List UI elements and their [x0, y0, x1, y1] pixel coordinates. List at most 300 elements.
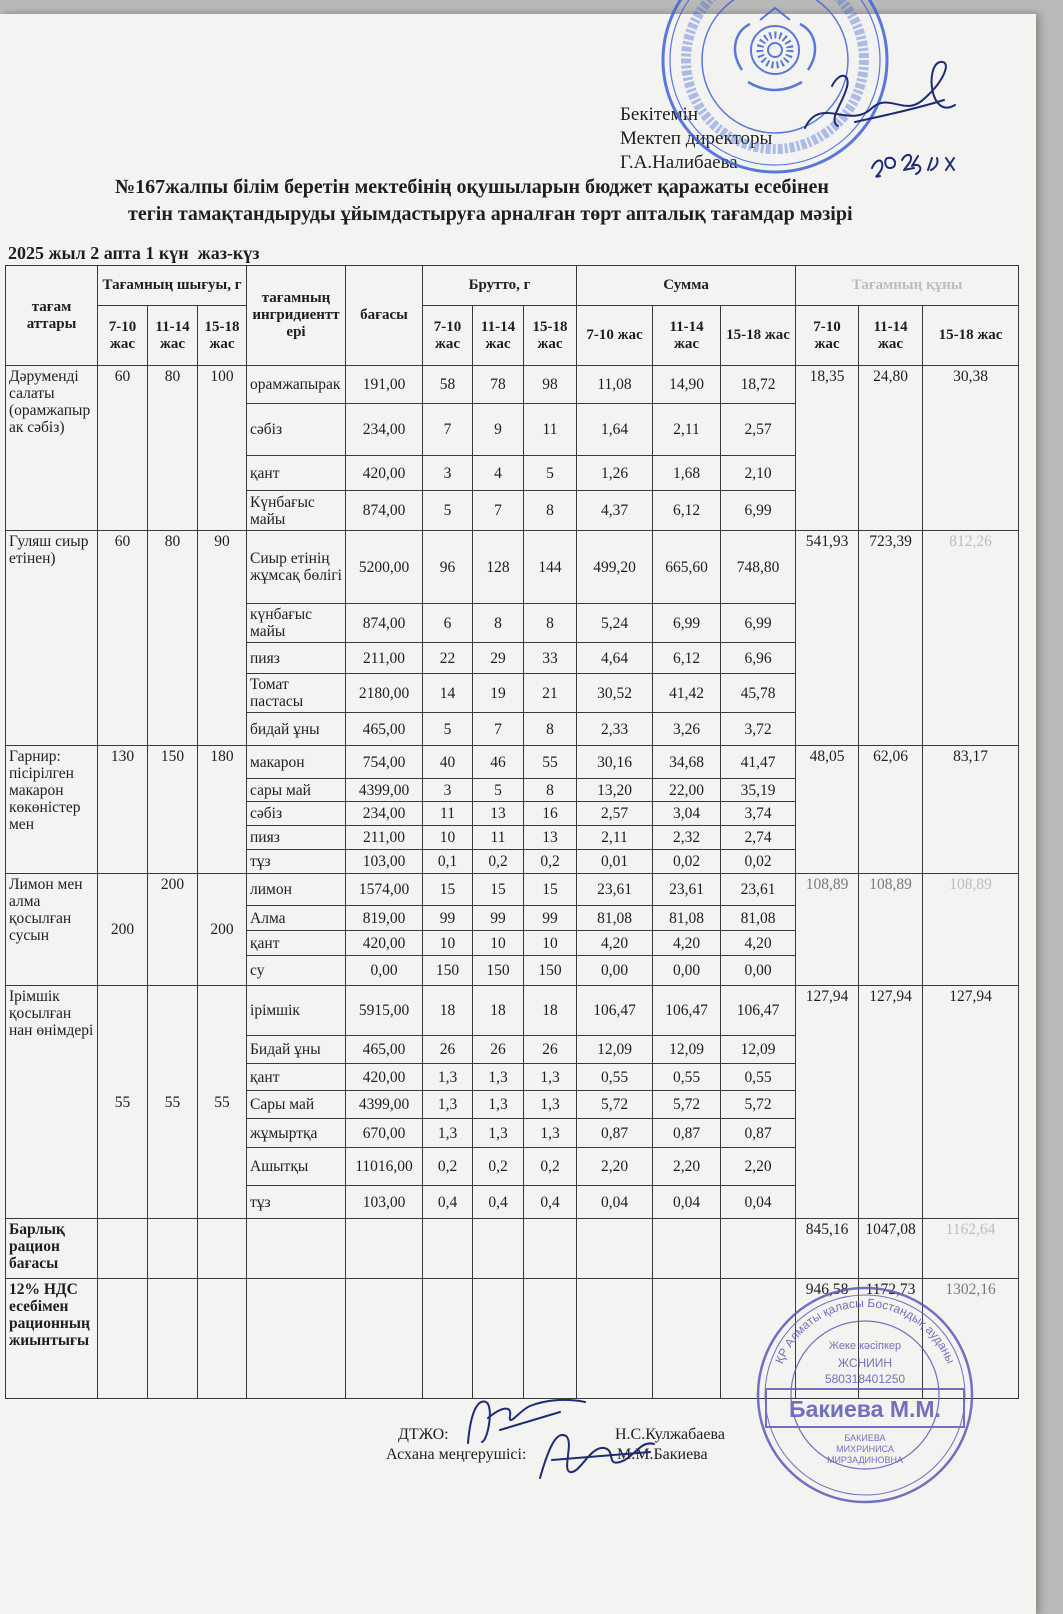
ingredient-sum: 5,72 [653, 1091, 721, 1119]
ingredient-brutto: 11 [473, 826, 524, 850]
header-price: бағасы [346, 266, 423, 366]
header-output: Тағамның шығуы, г [98, 266, 247, 306]
ingredient-price: 234,00 [346, 404, 423, 456]
ingredient-name: бидай ұны [247, 713, 346, 746]
total-row [6, 1279, 1019, 1399]
ingredient-sum: 81,08 [577, 906, 653, 931]
empty-cell [653, 1279, 721, 1399]
header-age-group: 11-14 жас [859, 306, 923, 366]
header-age-group: 15-18 жас [923, 306, 1019, 366]
empty-cell [524, 1219, 577, 1279]
signature-name-canteen-head: М.М.Бакиева [617, 1446, 708, 1463]
ingredient-sum: 30,16 [577, 746, 653, 779]
signature-role-canteen-head: Асхана меңгерушісі: [386, 1446, 527, 1463]
header-age-group: 11-14 жас [473, 306, 524, 366]
total-cost: 1172,73 [859, 1279, 923, 1399]
ingredient-price: 4399,00 [346, 1091, 423, 1119]
dish-cost: 108,89 [923, 874, 1019, 986]
ingredient-sum: 11,08 [577, 366, 653, 404]
ingredient-sum: 30,52 [577, 674, 653, 713]
ingredient-brutto: 15 [423, 874, 473, 906]
ingredient-price: 874,00 [346, 491, 423, 531]
empty-cell [346, 1279, 423, 1399]
header-sum: Сумма [577, 266, 796, 306]
stamp-iin-label: ЖСНИИН [837, 1356, 893, 1370]
ingredient-price: 465,00 [346, 1036, 423, 1064]
header-age-group: 7-10 жас [98, 306, 148, 366]
dish-output: 90 [198, 531, 247, 746]
ingredient-sum: 0,02 [653, 850, 721, 874]
ingredient-sum: 0,55 [721, 1064, 796, 1091]
ingredient-sum: 0,04 [577, 1186, 653, 1219]
ingredient-brutto: 0,2 [473, 850, 524, 874]
ingredient-sum: 34,68 [653, 746, 721, 779]
ingredient-name: Бидай ұны [247, 1036, 346, 1064]
ingredient-brutto: 15 [524, 874, 577, 906]
ingredient-sum: 499,20 [577, 531, 653, 604]
dish-cost: 24,80 [859, 366, 923, 531]
ingredient-sum: 2,11 [653, 404, 721, 456]
ingredient-brutto: 0,2 [524, 850, 577, 874]
stamp-patronymic: МИРЗАДИНОВНА [826, 1455, 904, 1465]
approval-block [620, 103, 772, 175]
ingredient-price: 103,00 [346, 1186, 423, 1219]
ingredient-sum: 4,37 [577, 491, 653, 531]
ingredient-sum: 0,01 [577, 850, 653, 874]
ingredient-sum: 0,02 [721, 850, 796, 874]
ingredient-price: 670,00 [346, 1119, 423, 1148]
header-age-group: 11-14 жас [653, 306, 721, 366]
empty-cell [423, 1219, 473, 1279]
empty-cell [653, 1219, 721, 1279]
ingredient-sum: 106,47 [653, 986, 721, 1036]
ingredient-brutto: 14 [423, 674, 473, 713]
ingredient-name: су [247, 956, 346, 986]
ingredient-name: Ашытқы [247, 1148, 346, 1186]
ingredient-brutto: 1,3 [423, 1091, 473, 1119]
ingredient-brutto: 18 [524, 986, 577, 1036]
ingredient-price: 1574,00 [346, 874, 423, 906]
ingredient-name: қант [247, 931, 346, 956]
ingredient-brutto: 0,2 [423, 1148, 473, 1186]
ingredient-sum: 2,74 [721, 826, 796, 850]
ingredient-brutto: 10 [473, 931, 524, 956]
ingredient-sum: 6,12 [653, 491, 721, 531]
total-label: Барлық рацион бағасы [6, 1219, 98, 1279]
header-age-group: 15-18 жас [524, 306, 577, 366]
ingredient-brutto: 21 [524, 674, 577, 713]
ingredient-brutto: 1,3 [423, 1119, 473, 1148]
empty-cell [148, 1219, 198, 1279]
ingredient-brutto: 150 [524, 956, 577, 986]
empty-cell [247, 1219, 346, 1279]
dish-cost: 541,93 [796, 531, 859, 746]
approval-title: Бекітемін [620, 104, 699, 125]
ingredient-brutto: 58 [423, 366, 473, 404]
ingredient-sum: 0,87 [721, 1119, 796, 1148]
ingredient-sum: 6,96 [721, 643, 796, 674]
ingredient-brutto: 3 [423, 456, 473, 491]
dish-cost: 108,89 [859, 874, 923, 986]
ingredient-sum: 6,99 [653, 604, 721, 643]
empty-cell [577, 1279, 653, 1399]
dish-row [6, 746, 1019, 779]
empty-cell [473, 1279, 524, 1399]
document-title-line-1: №167жалпы білім беретін мектебінің оқушыларын бюджет қаражаты есебінен [115, 176, 829, 198]
empty-cell [98, 1279, 148, 1399]
empty-cell [721, 1279, 796, 1399]
ingredient-sum: 2,57 [577, 802, 653, 826]
ingredient-brutto: 10 [524, 931, 577, 956]
ingredient-brutto: 0,1 [423, 850, 473, 874]
ingredient-sum: 41,42 [653, 674, 721, 713]
menu-table [5, 265, 1019, 1399]
ingredient-sum: 1,26 [577, 456, 653, 491]
ingredient-sum: 6,99 [721, 604, 796, 643]
ingredient-sum: 2,20 [577, 1148, 653, 1186]
dish-cost: 83,17 [923, 746, 1019, 874]
ingredient-sum: 12,09 [577, 1036, 653, 1064]
dish-cost: 723,39 [859, 531, 923, 746]
dish-cost: 812,26 [923, 531, 1019, 746]
empty-cell [98, 1219, 148, 1279]
ingredient-brutto: 3 [423, 779, 473, 802]
ingredient-brutto: 128 [473, 531, 524, 604]
empty-cell [423, 1279, 473, 1399]
ingredient-brutto: 1,3 [524, 1119, 577, 1148]
ingredient-brutto: 18 [423, 986, 473, 1036]
ingredient-brutto: 0,4 [524, 1186, 577, 1219]
dish-output: 200 [98, 874, 148, 986]
empty-cell [247, 1279, 346, 1399]
ingredient-brutto: 10 [423, 826, 473, 850]
header-age-group: 15-18 жас [198, 306, 247, 366]
dish-cost: 48,05 [796, 746, 859, 874]
ingredient-sum: 1,68 [653, 456, 721, 491]
signature-name-dtzho: Н.С.Кулжабаева [615, 1426, 725, 1443]
ingredient-sum: 3,72 [721, 713, 796, 746]
ingredient-brutto: 5 [473, 779, 524, 802]
ingredient-sum: 2,32 [653, 826, 721, 850]
ingredient-sum: 2,33 [577, 713, 653, 746]
empty-cell [198, 1219, 247, 1279]
dish-cost: 127,94 [796, 986, 859, 1219]
ingredient-sum: 2,20 [721, 1148, 796, 1186]
ingredient-sum: 0,00 [577, 956, 653, 986]
ingredient-sum: 23,61 [721, 874, 796, 906]
ingredient-sum: 6,99 [721, 491, 796, 531]
ingredient-sum: 748,80 [721, 531, 796, 604]
ingredient-name: тұз [247, 850, 346, 874]
dish-cost: 18,35 [796, 366, 859, 531]
ingredient-sum: 4,20 [577, 931, 653, 956]
ingredient-sum: 106,47 [577, 986, 653, 1036]
ingredient-brutto: 150 [423, 956, 473, 986]
ingredient-brutto: 1,3 [423, 1064, 473, 1091]
ingredient-brutto: 5 [423, 491, 473, 531]
ingredient-sum: 4,20 [653, 931, 721, 956]
ingredient-brutto: 26 [423, 1036, 473, 1064]
ingredient-brutto: 8 [524, 713, 577, 746]
ingredient-sum: 0,55 [577, 1064, 653, 1091]
ingredient-brutto: 0,2 [524, 1148, 577, 1186]
ingredient-sum: 4,20 [721, 931, 796, 956]
ingredient-brutto: 1,3 [473, 1064, 524, 1091]
ingredient-sum: 4,64 [577, 643, 653, 674]
ingredient-brutto: 78 [473, 366, 524, 404]
ingredient-name: Алма [247, 906, 346, 931]
menu-date-line: 2025 жыл 2 апта 1 күн жаз-күз [8, 243, 260, 263]
ingredient-sum: 81,08 [721, 906, 796, 931]
ingredient-brutto: 99 [524, 906, 577, 931]
stamp-arc-textpath: ҚР Алматы қаласы Бостандық ауданы [772, 1295, 958, 1366]
ingredient-sum: 3,74 [721, 802, 796, 826]
ingredient-price: 234,00 [346, 802, 423, 826]
approval-name: Г.А.Налибаева [620, 152, 738, 173]
total-cost: 1162,64 [923, 1219, 1019, 1279]
ingredient-price: 4399,00 [346, 779, 423, 802]
ingredient-sum: 0,00 [653, 956, 721, 986]
ingredient-price: 420,00 [346, 1064, 423, 1091]
header-brutto: Брутто, г [423, 266, 577, 306]
stamp-type: Жеке кәсіпкер [828, 1340, 902, 1352]
header-age-group: 11-14 жас [148, 306, 198, 366]
ingredient-sum: 0,55 [653, 1064, 721, 1091]
header-age-group: 7-10 жас [796, 306, 859, 366]
ingredient-price: 465,00 [346, 713, 423, 746]
ingredient-brutto: 11 [524, 404, 577, 456]
empty-cell [473, 1219, 524, 1279]
ingredient-sum: 6,12 [653, 643, 721, 674]
ingredient-price: 191,00 [346, 366, 423, 404]
header-row [6, 266, 1019, 306]
ingredient-price: 754,00 [346, 746, 423, 779]
ingredient-name: Томат пастасы [247, 674, 346, 713]
ingredient-brutto: 15 [473, 874, 524, 906]
dish-cost: 127,94 [859, 986, 923, 1219]
signature-role-dtzho: ДТЖО: [398, 1426, 449, 1443]
ingredient-brutto: 4 [473, 456, 524, 491]
ingredient-name: лимон [247, 874, 346, 906]
ingredient-name: макарон [247, 746, 346, 779]
ingredient-sum: 3,04 [653, 802, 721, 826]
dish-output: 80 [148, 531, 198, 746]
ingredient-sum: 23,61 [577, 874, 653, 906]
dish-cost: 62,06 [859, 746, 923, 874]
header-age-row [6, 306, 1019, 366]
dish-name: Гуляш сиыр етінен) [6, 531, 98, 746]
ingredient-sum: 41,47 [721, 746, 796, 779]
ingredient-sum: 0,04 [653, 1186, 721, 1219]
dish-row [6, 366, 1019, 404]
ingredient-name: Сиыр етінің жұмсақ бөлігі [247, 531, 346, 604]
ingredient-sum: 12,09 [653, 1036, 721, 1064]
ingredient-name: жұмыртқа [247, 1119, 346, 1148]
ingredient-sum: 2,10 [721, 456, 796, 491]
ingredient-name: Сары май [247, 1091, 346, 1119]
ingredient-brutto: 99 [423, 906, 473, 931]
ingredient-name: қант [247, 1064, 346, 1091]
ingredient-price: 103,00 [346, 850, 423, 874]
stamp-name: Бакиева М.М. [789, 1396, 941, 1422]
dish-cost: 127,94 [923, 986, 1019, 1219]
ingredient-name: пияз [247, 826, 346, 850]
stamp-first-name: МИХРИНИСА [836, 1444, 894, 1454]
dish-output: 150 [148, 746, 198, 874]
dish-output: 55 [198, 986, 247, 1219]
ingredient-brutto: 11 [423, 802, 473, 826]
ingredient-brutto: 7 [473, 713, 524, 746]
dish-name: Дәруменді салаты (орамжапырак сәбіз) [6, 366, 98, 531]
empty-cell [577, 1219, 653, 1279]
dish-output: 180 [198, 746, 247, 874]
ingredient-sum: 2,20 [653, 1148, 721, 1186]
ingredient-brutto: 0,4 [473, 1186, 524, 1219]
ingredient-sum: 45,78 [721, 674, 796, 713]
ingredient-price: 2180,00 [346, 674, 423, 713]
approval-position: Мектеп директоры [620, 128, 773, 149]
ingredient-price: 420,00 [346, 456, 423, 491]
ingredient-sum: 13,20 [577, 779, 653, 802]
ingredient-brutto: 19 [473, 674, 524, 713]
dish-name: Ірімшік қосылған нан өнімдері [6, 986, 98, 1219]
ingredient-price: 211,00 [346, 643, 423, 674]
ingredient-brutto: 8 [524, 779, 577, 802]
ingredient-price: 11016,00 [346, 1148, 423, 1186]
ingredient-sum: 5,72 [577, 1091, 653, 1119]
ingredient-price: 874,00 [346, 604, 423, 643]
empty-cell [148, 1279, 198, 1399]
ingredient-sum: 0,87 [577, 1119, 653, 1148]
ingredient-sum: 5,24 [577, 604, 653, 643]
ingredient-brutto: 26 [473, 1036, 524, 1064]
ingredient-sum: 106,47 [721, 986, 796, 1036]
ingredient-name: күнбағыс майы [247, 604, 346, 643]
ingredient-name: тұз [247, 1186, 346, 1219]
ingredient-brutto: 33 [524, 643, 577, 674]
dish-row [6, 531, 1019, 604]
ingredient-brutto: 22 [423, 643, 473, 674]
ingredient-brutto: 0,4 [423, 1186, 473, 1219]
total-cost: 1302,16 [923, 1279, 1019, 1399]
ingredient-name: сәбіз [247, 404, 346, 456]
ingredient-price: 420,00 [346, 931, 423, 956]
ingredient-name: ірімшік [247, 986, 346, 1036]
ingredient-brutto: 46 [473, 746, 524, 779]
header-cost: Тағамның құны [796, 266, 1019, 306]
header-dish-names: тағам аттары [6, 266, 98, 366]
header-ingredients: тағамның ингридиенттері [247, 266, 346, 366]
ingredient-brutto: 98 [524, 366, 577, 404]
total-label: 12% НДС есебімен рационның жиынтығы [6, 1279, 98, 1399]
ingredient-brutto: 1,3 [473, 1119, 524, 1148]
ingredient-sum: 0,87 [653, 1119, 721, 1148]
ingredient-brutto: 8 [524, 491, 577, 531]
ingredient-sum: 35,19 [721, 779, 796, 802]
ingredient-brutto: 29 [473, 643, 524, 674]
table-body [6, 366, 1019, 1399]
dish-output: 60 [98, 366, 148, 531]
empty-cell [721, 1219, 796, 1279]
ingredient-brutto: 55 [524, 746, 577, 779]
ingredient-brutto: 8 [524, 604, 577, 643]
ingredient-sum: 22,00 [653, 779, 721, 802]
ingredient-brutto: 26 [524, 1036, 577, 1064]
stamp-surname: БАКИЕВА [844, 1433, 886, 1443]
total-cost: 946,58 [796, 1279, 859, 1399]
ingredient-sum: 18,72 [721, 366, 796, 404]
ingredient-brutto: 10 [423, 931, 473, 956]
dish-output: 100 [198, 366, 247, 531]
empty-cell [346, 1219, 423, 1279]
ingredient-sum: 81,08 [653, 906, 721, 931]
header-age-group: 15-18 жас [721, 306, 796, 366]
ingredient-brutto: 18 [473, 986, 524, 1036]
ingredient-sum: 2,11 [577, 826, 653, 850]
ingredient-brutto: 16 [524, 802, 577, 826]
ingredient-brutto: 5 [524, 456, 577, 491]
empty-cell [198, 1279, 247, 1399]
ingredient-brutto: 40 [423, 746, 473, 779]
dish-output: 55 [98, 986, 148, 1219]
ingredient-brutto: 0,2 [473, 1148, 524, 1186]
ingredient-brutto: 5 [423, 713, 473, 746]
ingredient-sum: 2,57 [721, 404, 796, 456]
ingredient-price: 819,00 [346, 906, 423, 931]
ingredient-sum: 23,61 [653, 874, 721, 906]
dish-output: 60 [98, 531, 148, 746]
ingredient-price: 211,00 [346, 826, 423, 850]
dish-output: 55 [148, 986, 198, 1219]
ingredient-name: сәбіз [247, 802, 346, 826]
ingredient-sum: 14,90 [653, 366, 721, 404]
ingredient-price: 5915,00 [346, 986, 423, 1036]
dish-name: Гарнир: пісірілген макарон көкөністер мен [6, 746, 98, 874]
ingredient-sum: 1,64 [577, 404, 653, 456]
ingredient-brutto: 99 [473, 906, 524, 931]
header-age-group: 7-10 жас [577, 306, 653, 366]
ingredient-name: пияз [247, 643, 346, 674]
dish-output: 80 [148, 366, 198, 531]
ingredient-brutto: 144 [524, 531, 577, 604]
ingredient-brutto: 1,3 [524, 1091, 577, 1119]
dish-output: 200 [198, 874, 247, 986]
table-header [6, 266, 1019, 366]
empty-cell [524, 1279, 577, 1399]
ingredient-brutto: 6 [423, 604, 473, 643]
dish-cost: 30,38 [923, 366, 1019, 531]
ingredient-price: 5200,00 [346, 531, 423, 604]
ingredient-brutto: 96 [423, 531, 473, 604]
ingredient-brutto: 9 [473, 404, 524, 456]
ingredient-brutto: 150 [473, 956, 524, 986]
dish-name: Лимон мен алма қосылған сусын [6, 874, 98, 986]
ingredient-brutto: 8 [473, 604, 524, 643]
ingredient-brutto: 7 [423, 404, 473, 456]
ingredient-name: орамжапырак [247, 366, 346, 404]
document-title-line-2: тегін тамақтандыруды ұйымдастыруға арналған төрт апталық тағамдар мәзірі [128, 203, 853, 225]
total-row [6, 1219, 1019, 1279]
ingredient-brutto: 13 [473, 802, 524, 826]
ingredient-brutto: 1,3 [524, 1064, 577, 1091]
ingredient-sum: 5,72 [721, 1091, 796, 1119]
ingredient-brutto: 1,3 [473, 1091, 524, 1119]
stamp-iin: 580318401250 [824, 1372, 906, 1386]
ingredient-price: 0,00 [346, 956, 423, 986]
ingredient-brutto: 7 [473, 491, 524, 531]
ingredient-sum: 3,26 [653, 713, 721, 746]
dish-cost: 108,89 [796, 874, 859, 986]
